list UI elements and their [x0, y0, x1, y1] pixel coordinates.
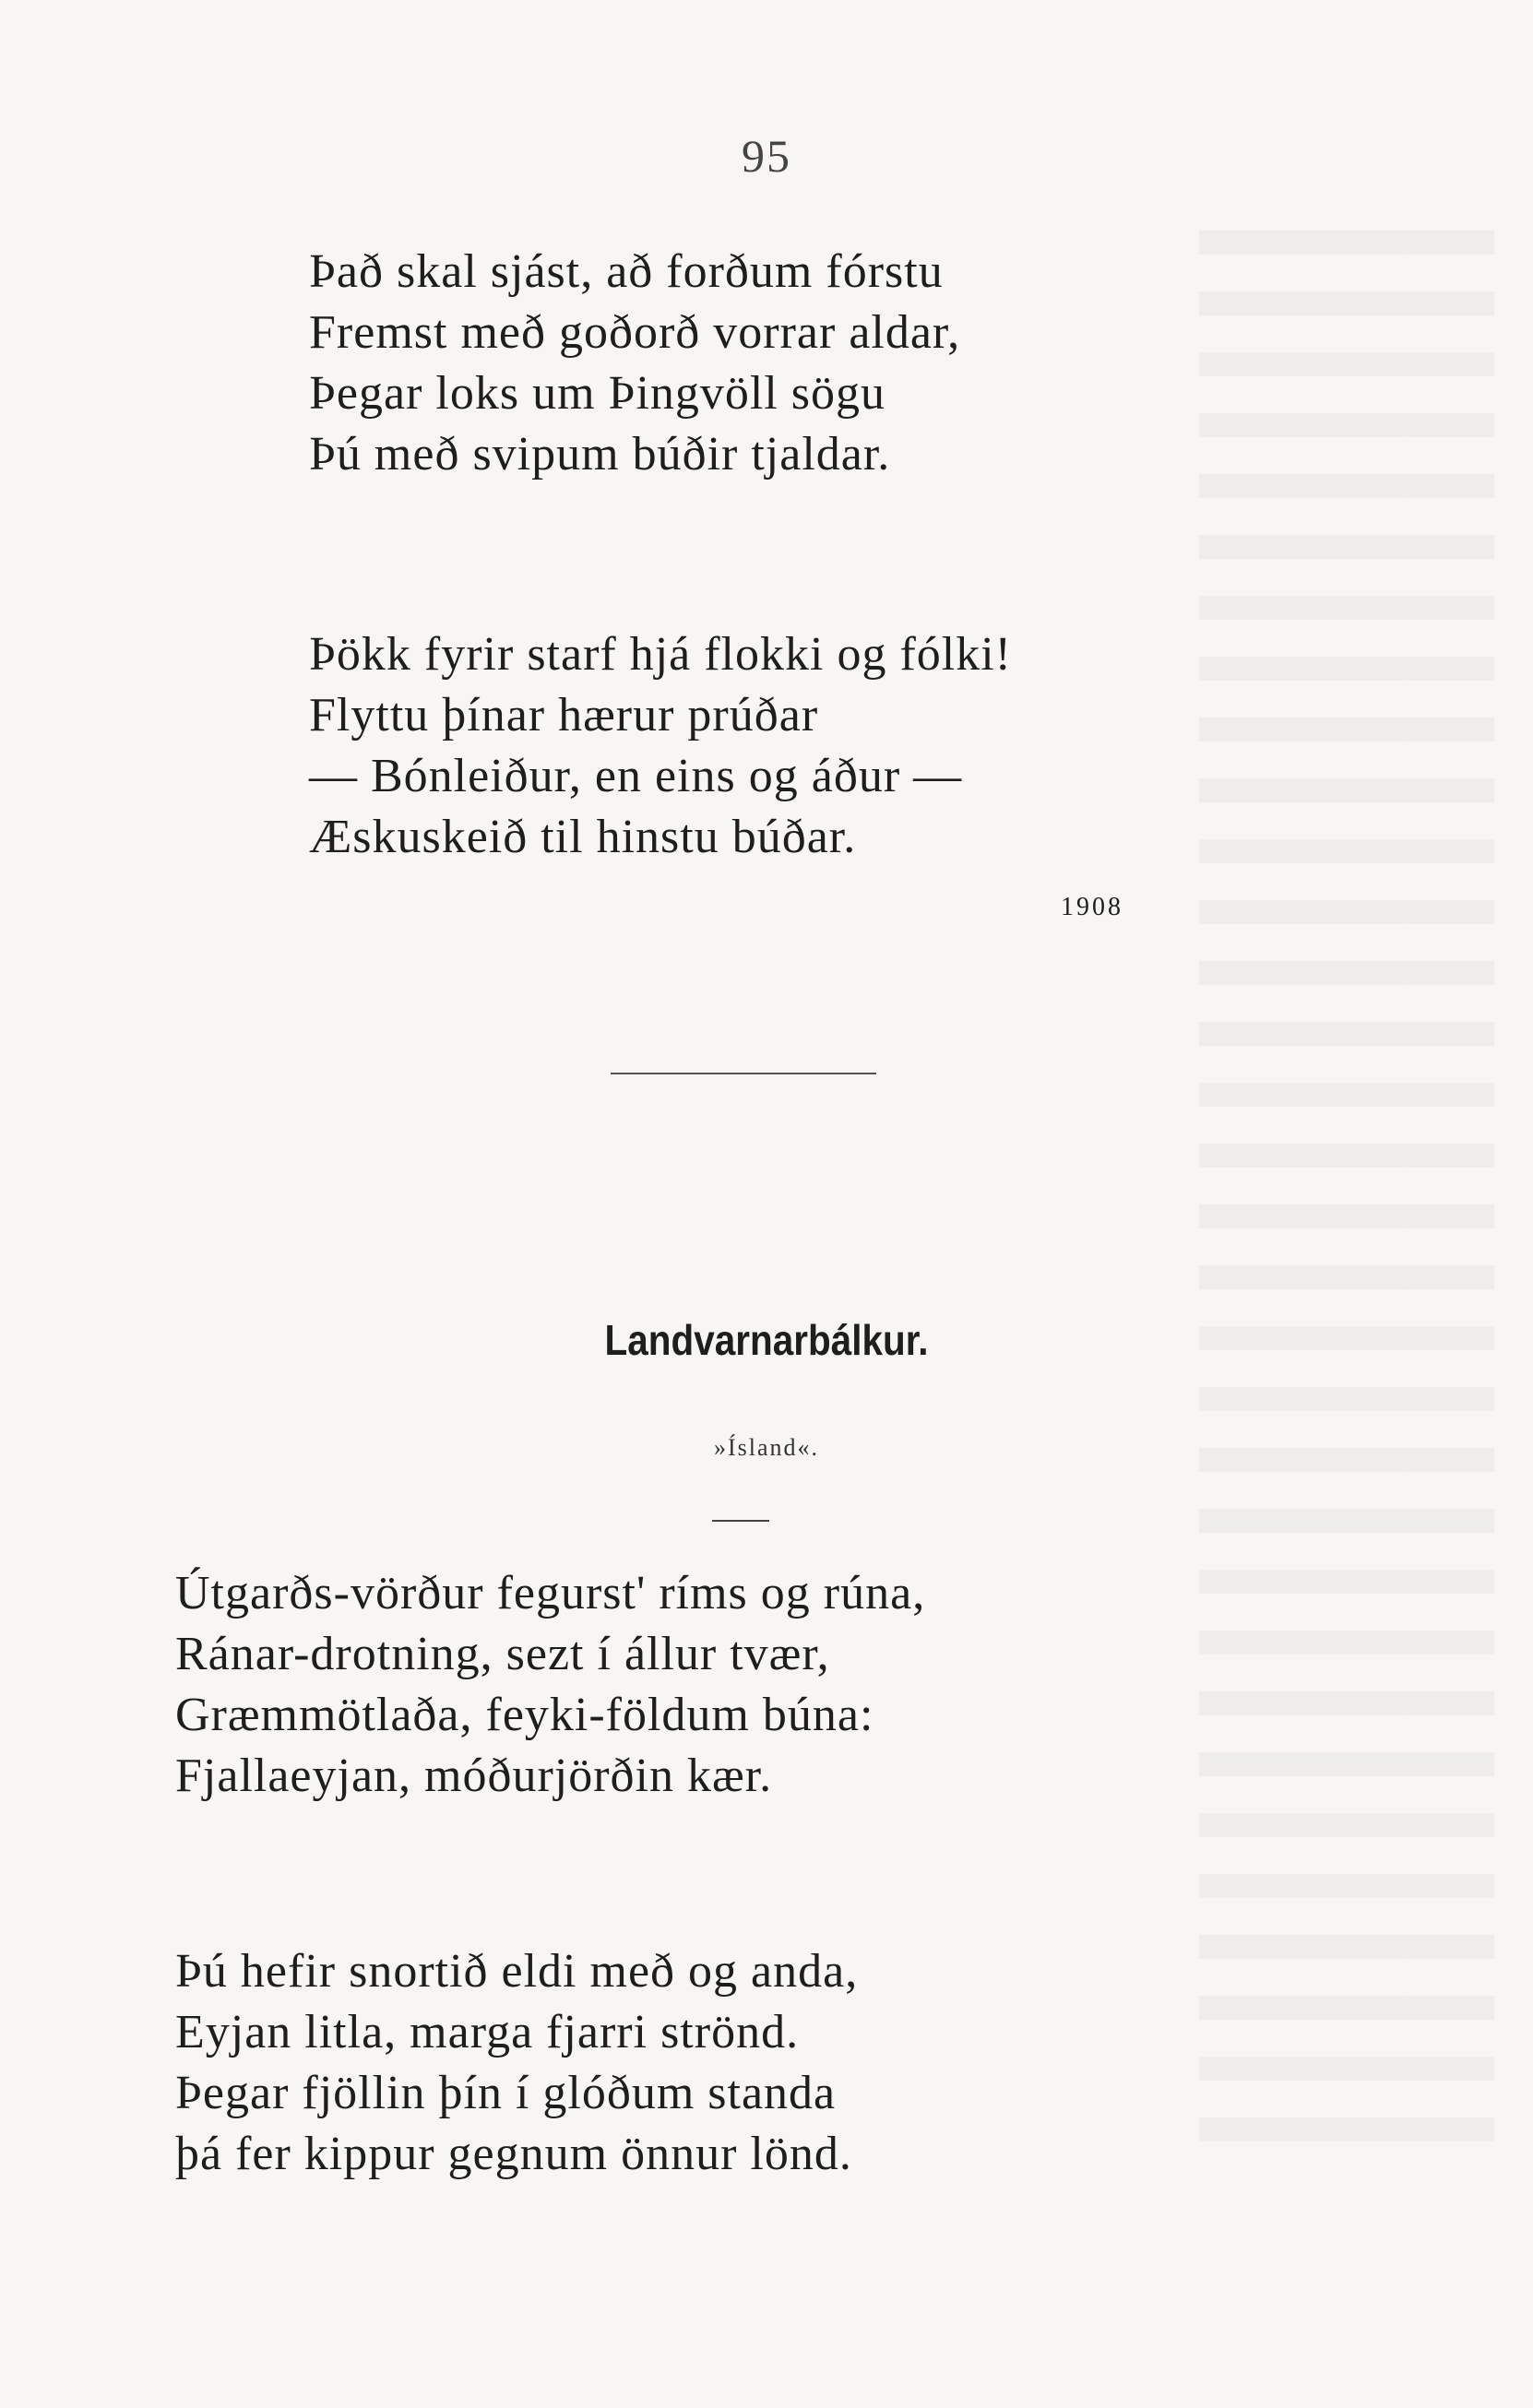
verse-line: Fremst með goðorð vorrar aldar,: [309, 306, 961, 359]
reverse-page-show-through: [1199, 231, 1494, 2167]
section-divider-rule: [611, 1073, 876, 1074]
verse-line: Flyttu þínar hærur prúðar: [309, 689, 819, 741]
title-rule: [712, 1520, 769, 1522]
poem-two-stanza-1: [175, 1563, 925, 1807]
verse-line: Æskuskeið til hinstu búðar.: [309, 811, 857, 863]
verse-line: Græmmötlaða, feyki-földum búna:: [175, 1689, 874, 1741]
poem-two-subtitle: »Ísland«.: [713, 1434, 820, 1461]
poem-one-year: 1908: [1061, 893, 1123, 921]
verse-line: Þökk fyrir starf hjá flokki og fólki!: [309, 628, 1012, 681]
verse-line: Það skal sjást, að forðum fórstu: [309, 245, 944, 298]
verse-line: Þegar loks um Þingvöll sögu: [309, 367, 886, 420]
verse-line: Þú með svipum búðir tjaldar.: [309, 428, 891, 480]
verse-line: Eyjan litla, marga fjarri strönd.: [175, 2006, 800, 2058]
verse-line: — Bónleiður, en eins og áður —: [309, 750, 963, 802]
poem-two-title: Landvarnarbálkur.: [604, 1316, 929, 1364]
poem-two-stanza-2: [175, 1941, 858, 2185]
verse-line: þá fer kippur gegnum önnur lönd.: [175, 2128, 852, 2180]
page-number: 95: [742, 130, 791, 182]
verse-line: Þegar fjöllin þín í glóðum standa: [175, 2067, 837, 2119]
poem-one-stanza-1: [309, 242, 960, 485]
verse-line: Ránar-drotning, sezt í állur tvær,: [175, 1628, 830, 1680]
verse-line: Fjallaeyjan, móðurjörðin kær.: [175, 1750, 773, 1802]
verse-line: Útgarðs-vörður fegurst' ríms og rúna,: [175, 1567, 926, 1619]
verse-line: Þú hefir snortið eldi með og anda,: [175, 1945, 859, 1998]
poem-one-stanza-2: [309, 624, 1012, 868]
